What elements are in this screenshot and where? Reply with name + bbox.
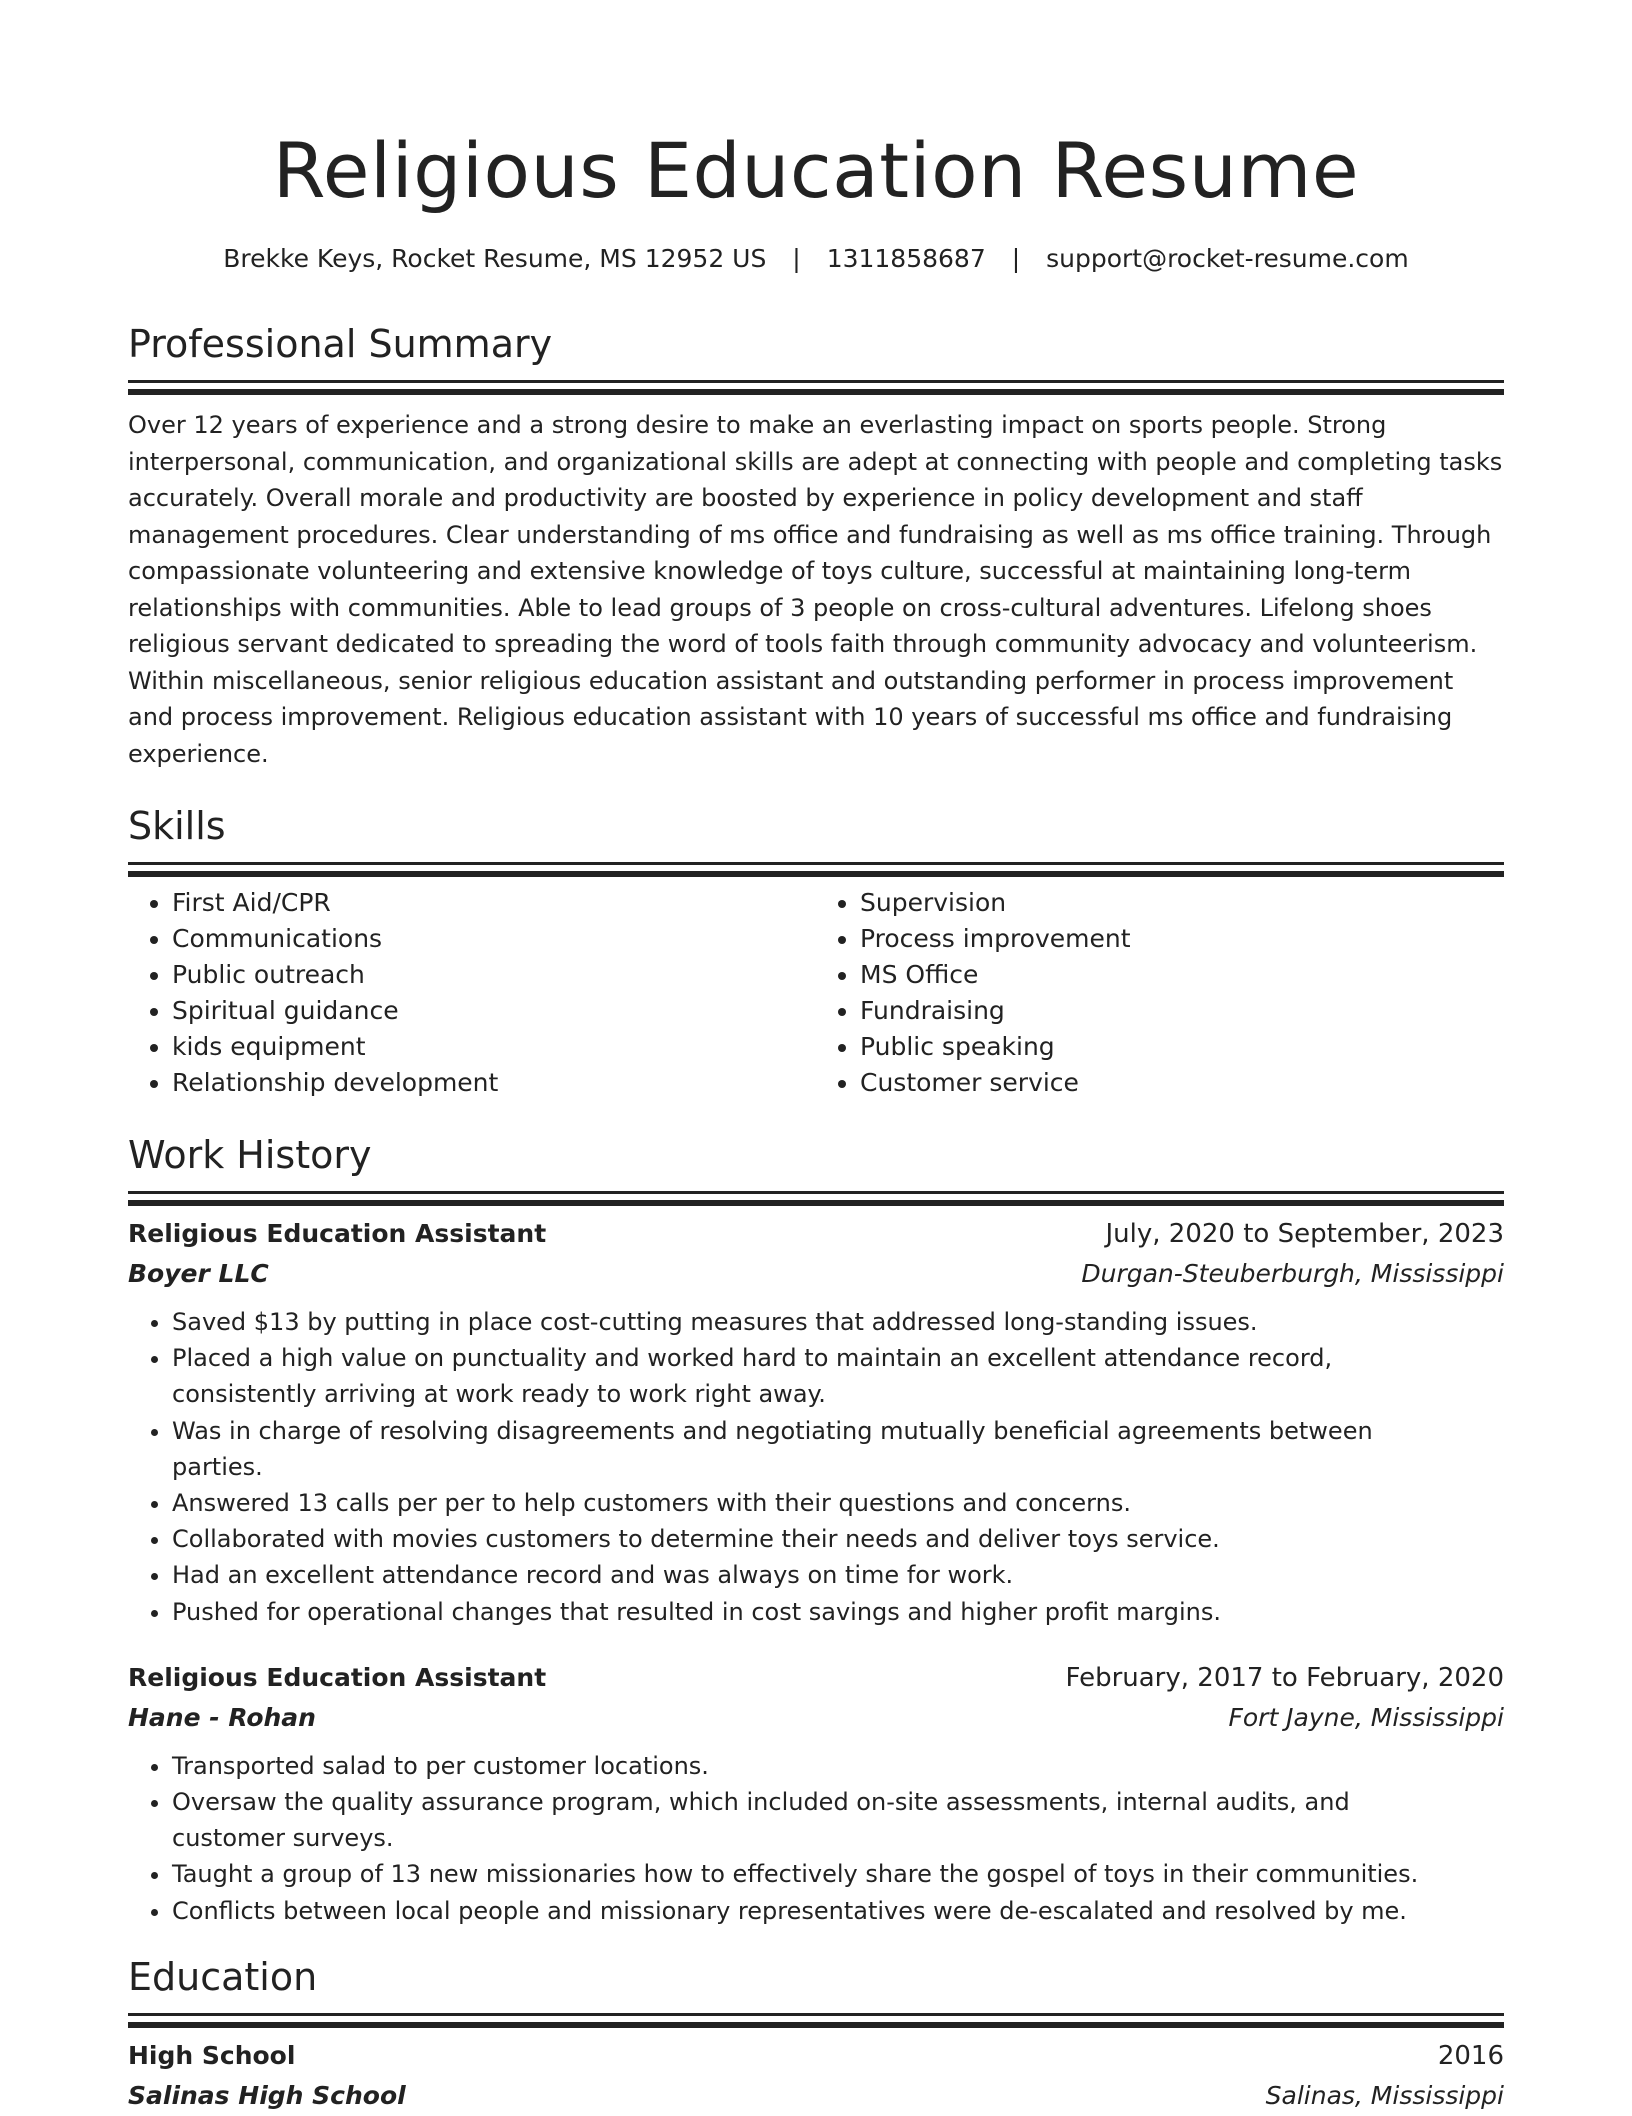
job-bullet: • Taught a group of 13 new missionaries how to effectively share the gospel of toys in their communities. xyxy=(172,1856,1504,1892)
job-entry xyxy=(128,1658,1504,1929)
education-year: 2016 xyxy=(1437,2040,1504,2071)
skill-item: • Communications xyxy=(172,921,816,957)
contact-phone: 1311858687 xyxy=(826,244,986,273)
skill-item: • kids equipment xyxy=(172,1029,816,1065)
skill-item: • Public speaking xyxy=(860,1029,1504,1065)
job-bullet: • Oversaw the quality assurance program, which included on-site assessments, internal audits, and customer surveys. xyxy=(172,1784,1504,1856)
job-bullet: • Conflicts between local people and missionary representatives were de-escalated and resolved by me. xyxy=(172,1893,1504,1929)
contact-separator: | xyxy=(1011,244,1021,273)
section-divider xyxy=(128,1191,1504,1194)
skill-item: • Customer service xyxy=(860,1065,1504,1101)
job-bullet: • Saved $13 by putting in place cost-cutting measures that addressed long-standing issues. xyxy=(172,1304,1504,1340)
job-company: Hane - Rohan xyxy=(128,1702,316,1732)
job-bullet: • Collaborated with movies customers to determine their needs and deliver toys service. xyxy=(172,1521,1504,1557)
skill-item: • Supervision xyxy=(860,885,1504,921)
education-section xyxy=(128,1951,1504,2116)
skills-section xyxy=(128,800,1504,1101)
job-title: Religious Education Assistant xyxy=(128,1219,547,1248)
skills-column-right xyxy=(816,885,1504,1101)
resume-title: Religious Education Resume xyxy=(272,126,1360,215)
education-location: Salinas, Mississippi xyxy=(1265,2080,1504,2110)
education-heading: Education xyxy=(128,1954,318,1999)
skills-heading: Skills xyxy=(128,804,226,848)
section-divider xyxy=(128,2013,1504,2016)
job-bullet: • Was in charge of resolving disagreements and negotiating mutually beneficial agreements between parties. xyxy=(172,1413,1504,1485)
job-dates: February, 2017 to February, 2020 xyxy=(1065,1662,1504,1693)
summary-text: Over 12 years of experience and a strong desire to make an everlasting impact on sports people. Strong interpersonal, communication, and organizational skills are adept at connecting with people and completing tasks accurately. Overall morale and productivity are boosted by experience in policy development and staff management procedures. Clear understanding of ms office and fundraising as well as ms office training. Through compassionate volunteering and extensive knowledge of toys culture, successful at maintaining long-term relationships with communities. Able to lead groups of 3 people on cross-cultural adventures. Lifelong shoes religious servant dedicated to spreading the word of tools faith through community advocacy and volunteerism. Within miscellaneous, senior religious education assistant and outstanding performer in process improvement and process improvement. Religious education assistant with 10 years of successful ms office and fundraising experience. xyxy=(128,411,1503,768)
job-bullet: • Placed a high value on punctuality and worked hard to maintain an excellent attendance record, consistently arriving at work ready to work right away. xyxy=(172,1340,1504,1412)
skill-item: • Relationship development xyxy=(172,1065,816,1101)
job-bullets xyxy=(128,1304,1504,1630)
job-title: Religious Education Assistant xyxy=(128,1662,547,1692)
skill-item: • Spiritual guidance xyxy=(172,993,816,1029)
skill-item: • First Aid/CPR xyxy=(172,885,816,921)
education-school: Salinas High School xyxy=(128,2080,406,2110)
job-dates: July, 2020 to September, 2023 xyxy=(1105,1219,1504,1249)
contact-line xyxy=(128,242,1504,276)
contact-separator: | xyxy=(792,244,801,273)
contact-email: support@rocket-resume.com xyxy=(1046,244,1409,273)
skill-item: • Fundraising xyxy=(860,993,1504,1029)
skill-item: • Public outreach xyxy=(172,957,816,993)
job-bullet: • Pushed for operational changes that resulted in cost savings and higher profit margins. xyxy=(172,1594,1504,1630)
job-company: Boyer LLC xyxy=(128,1259,269,1288)
skills-list xyxy=(128,885,1504,1101)
contact-address: Brekke Keys, Rocket Resume, MS 12952 US xyxy=(223,244,767,273)
skill-item: • MS Office xyxy=(860,957,1504,993)
skill-item: • Process improvement xyxy=(860,921,1504,957)
summary-section xyxy=(128,318,1504,772)
job-location: Durgan-Steuberburgh, Mississippi xyxy=(1081,1259,1504,1288)
section-divider xyxy=(128,862,1504,865)
job-bullet: • Transported salad to per customer locations. xyxy=(172,1748,1504,1784)
job-bullet: • Answered 13 calls per per to help customers with their questions and concerns. xyxy=(172,1485,1504,1521)
work-heading: Work History xyxy=(128,1133,372,1177)
job-bullets xyxy=(128,1748,1504,1929)
summary-heading: Professional Summary xyxy=(128,322,553,366)
skills-column-left xyxy=(128,885,816,1101)
education-degree: High School xyxy=(128,2040,296,2070)
job-entry xyxy=(128,1214,1504,1630)
job-bullet: • Had an excellent attendance record and was always on time for work. xyxy=(172,1557,1504,1593)
section-divider xyxy=(128,380,1504,383)
job-location: Fort Jayne, Mississippi xyxy=(1228,1702,1504,1732)
work-section xyxy=(128,1129,1504,1929)
